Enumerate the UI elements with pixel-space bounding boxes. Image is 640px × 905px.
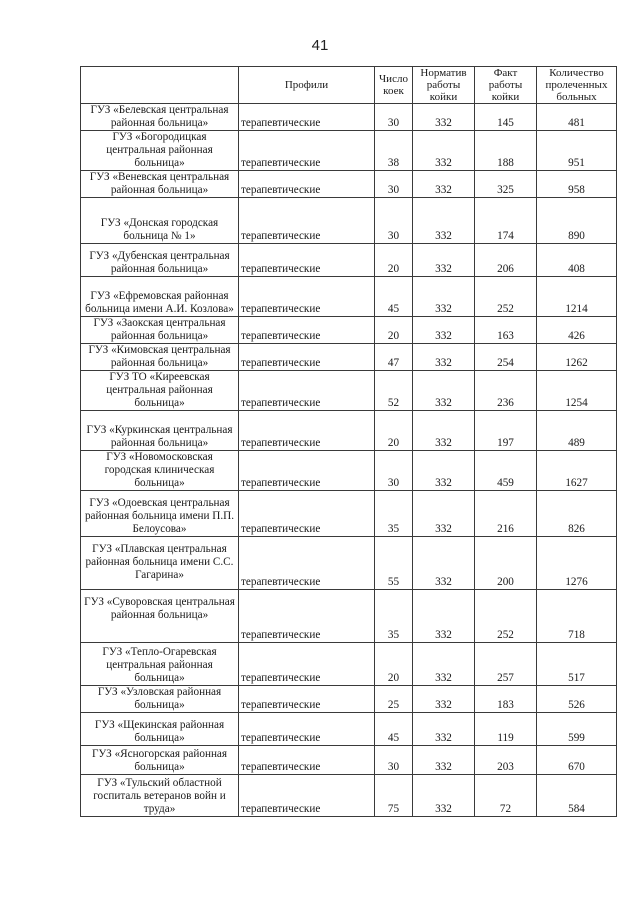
beds-cell: 75 (375, 775, 413, 817)
profile-cell: терапевтические (239, 317, 375, 344)
treated-cell: 584 (537, 775, 617, 817)
profile-cell: терапевтические (239, 344, 375, 371)
treated-cell: 670 (537, 746, 617, 775)
fact-cell: 203 (475, 746, 537, 775)
header-fact: Факт работы койки (475, 67, 537, 104)
treated-cell: 489 (537, 411, 617, 451)
table-header-row (81, 67, 617, 104)
beds-cell: 30 (375, 104, 413, 131)
header-profiles: Профили (239, 67, 375, 104)
norm-cell: 332 (413, 277, 475, 317)
fact-cell: 325 (475, 171, 537, 198)
institution-name: ГУЗ «Суворовская центральная районная больница» (81, 590, 239, 643)
institution-name: ГУЗ «Новомосковская городская клиническая больница» (81, 451, 239, 491)
beds-cell: 55 (375, 537, 413, 590)
norm-cell: 332 (413, 198, 475, 244)
table-row (81, 371, 617, 411)
treated-cell: 958 (537, 171, 617, 198)
norm-cell: 332 (413, 713, 475, 746)
fact-cell: 206 (475, 244, 537, 277)
institution-name: ГУЗ «Веневская центральная районная больница» (81, 171, 239, 198)
treated-cell: 481 (537, 104, 617, 131)
institution-name: ГУЗ «Щекинская районная больница» (81, 713, 239, 746)
table-row (81, 104, 617, 131)
table-row (81, 411, 617, 451)
norm-cell: 332 (413, 491, 475, 537)
profile-cell: терапевтические (239, 411, 375, 451)
norm-cell: 332 (413, 104, 475, 131)
norm-cell: 332 (413, 590, 475, 643)
table-row (81, 746, 617, 775)
table-row (81, 491, 617, 537)
institution-name: ГУЗ «Кимовская центральная районная больница» (81, 344, 239, 371)
fact-cell: 257 (475, 643, 537, 686)
table-row (81, 686, 617, 713)
institution-name: ГУЗ ТО «Киреевская центральная районная больница» (81, 371, 239, 411)
profile-cell: терапевтические (239, 746, 375, 775)
table-row (81, 317, 617, 344)
header-institution (81, 67, 239, 104)
treated-cell: 951 (537, 131, 617, 171)
norm-cell: 332 (413, 643, 475, 686)
fact-cell: 145 (475, 104, 537, 131)
profile-cell: терапевтические (239, 244, 375, 277)
profile-cell: терапевтические (239, 491, 375, 537)
table-row (81, 775, 617, 817)
norm-cell: 332 (413, 775, 475, 817)
header-beds: Число коек (375, 67, 413, 104)
fact-cell: 254 (475, 344, 537, 371)
profile-cell: терапевтические (239, 131, 375, 171)
fact-cell: 174 (475, 198, 537, 244)
fact-cell: 252 (475, 277, 537, 317)
beds-cell: 35 (375, 491, 413, 537)
norm-cell: 332 (413, 371, 475, 411)
institution-name: ГУЗ «Куркинская центральная районная больница» (81, 411, 239, 451)
norm-cell: 332 (413, 317, 475, 344)
beds-cell: 20 (375, 317, 413, 344)
institution-name: ГУЗ «Дубенская центральная районная больница» (81, 244, 239, 277)
fact-cell: 459 (475, 451, 537, 491)
treated-cell: 599 (537, 713, 617, 746)
beds-cell: 47 (375, 344, 413, 371)
beds-cell: 30 (375, 451, 413, 491)
hospital-beds-table (80, 66, 617, 817)
header-treated: Количество пролеченных больных (537, 67, 617, 104)
beds-cell: 45 (375, 713, 413, 746)
institution-name: ГУЗ «Одоевская центральная районная больница имени П.П. Белоусова» (81, 491, 239, 537)
norm-cell: 332 (413, 746, 475, 775)
profile-cell: терапевтические (239, 590, 375, 643)
beds-cell: 20 (375, 411, 413, 451)
fact-cell: 72 (475, 775, 537, 817)
norm-cell: 332 (413, 131, 475, 171)
profile-cell: терапевтические (239, 104, 375, 131)
treated-cell: 1254 (537, 371, 617, 411)
treated-cell: 1214 (537, 277, 617, 317)
beds-cell: 30 (375, 746, 413, 775)
treated-cell: 526 (537, 686, 617, 713)
beds-cell: 20 (375, 244, 413, 277)
profile-cell: терапевтические (239, 775, 375, 817)
fact-cell: 119 (475, 713, 537, 746)
treated-cell: 1627 (537, 451, 617, 491)
beds-cell: 25 (375, 686, 413, 713)
fact-cell: 216 (475, 491, 537, 537)
fact-cell: 252 (475, 590, 537, 643)
fact-cell: 163 (475, 317, 537, 344)
table-row (81, 451, 617, 491)
beds-cell: 30 (375, 171, 413, 198)
fact-cell: 236 (475, 371, 537, 411)
fact-cell: 197 (475, 411, 537, 451)
treated-cell: 408 (537, 244, 617, 277)
fact-cell: 188 (475, 131, 537, 171)
treated-cell: 1276 (537, 537, 617, 590)
norm-cell: 332 (413, 244, 475, 277)
beds-cell: 45 (375, 277, 413, 317)
treated-cell: 517 (537, 643, 617, 686)
institution-name: ГУЗ «Тепло-Огаревская центральная районная больница» (81, 643, 239, 686)
profile-cell: терапевтические (239, 277, 375, 317)
beds-cell: 20 (375, 643, 413, 686)
header-norm: Норматив работы койки (413, 67, 475, 104)
profile-cell: терапевтические (239, 171, 375, 198)
institution-name: ГУЗ «Тульский областной госпиталь ветеранов войн и труда» (81, 775, 239, 817)
norm-cell: 332 (413, 451, 475, 491)
treated-cell: 826 (537, 491, 617, 537)
table-row (81, 277, 617, 317)
profile-cell: терапевтические (239, 198, 375, 244)
treated-cell: 1262 (537, 344, 617, 371)
beds-cell: 35 (375, 590, 413, 643)
institution-name: ГУЗ «Ясногорская районная больница» (81, 746, 239, 775)
table-row (81, 643, 617, 686)
table-row (81, 537, 617, 590)
beds-cell: 30 (375, 198, 413, 244)
profile-cell: терапевтические (239, 713, 375, 746)
table-row (81, 344, 617, 371)
institution-name: ГУЗ «Плавская центральная районная больница имени С.С. Гагарина» (81, 537, 239, 590)
treated-cell: 890 (537, 198, 617, 244)
treated-cell: 718 (537, 590, 617, 643)
table-row (81, 713, 617, 746)
table-row (81, 131, 617, 171)
profile-cell: терапевтические (239, 686, 375, 713)
treated-cell: 426 (537, 317, 617, 344)
norm-cell: 332 (413, 537, 475, 590)
fact-cell: 200 (475, 537, 537, 590)
norm-cell: 332 (413, 686, 475, 713)
institution-name: ГУЗ «Заокская центральная районная больница» (81, 317, 239, 344)
table-row (81, 171, 617, 198)
norm-cell: 332 (413, 171, 475, 198)
beds-cell: 52 (375, 371, 413, 411)
profile-cell: терапевтические (239, 537, 375, 590)
institution-name: ГУЗ «Белевская центральная районная больница» (81, 104, 239, 131)
institution-name: ГУЗ «Узловская районная больница» (81, 686, 239, 713)
profile-cell: терапевтические (239, 643, 375, 686)
norm-cell: 332 (413, 344, 475, 371)
fact-cell: 183 (475, 686, 537, 713)
institution-name: ГУЗ «Донская городская больница № 1» (81, 198, 239, 244)
profile-cell: терапевтические (239, 451, 375, 491)
profile-cell: терапевтические (239, 371, 375, 411)
table-row (81, 244, 617, 277)
institution-name: ГУЗ «Богородицкая центральная районная больница» (81, 131, 239, 171)
table-row (81, 198, 617, 244)
institution-name: ГУЗ «Ефремовская районная больница имени А.И. Козлова» (81, 277, 239, 317)
beds-cell: 38 (375, 131, 413, 171)
norm-cell: 332 (413, 411, 475, 451)
table-row (81, 590, 617, 643)
page-number: 41 (311, 37, 329, 54)
